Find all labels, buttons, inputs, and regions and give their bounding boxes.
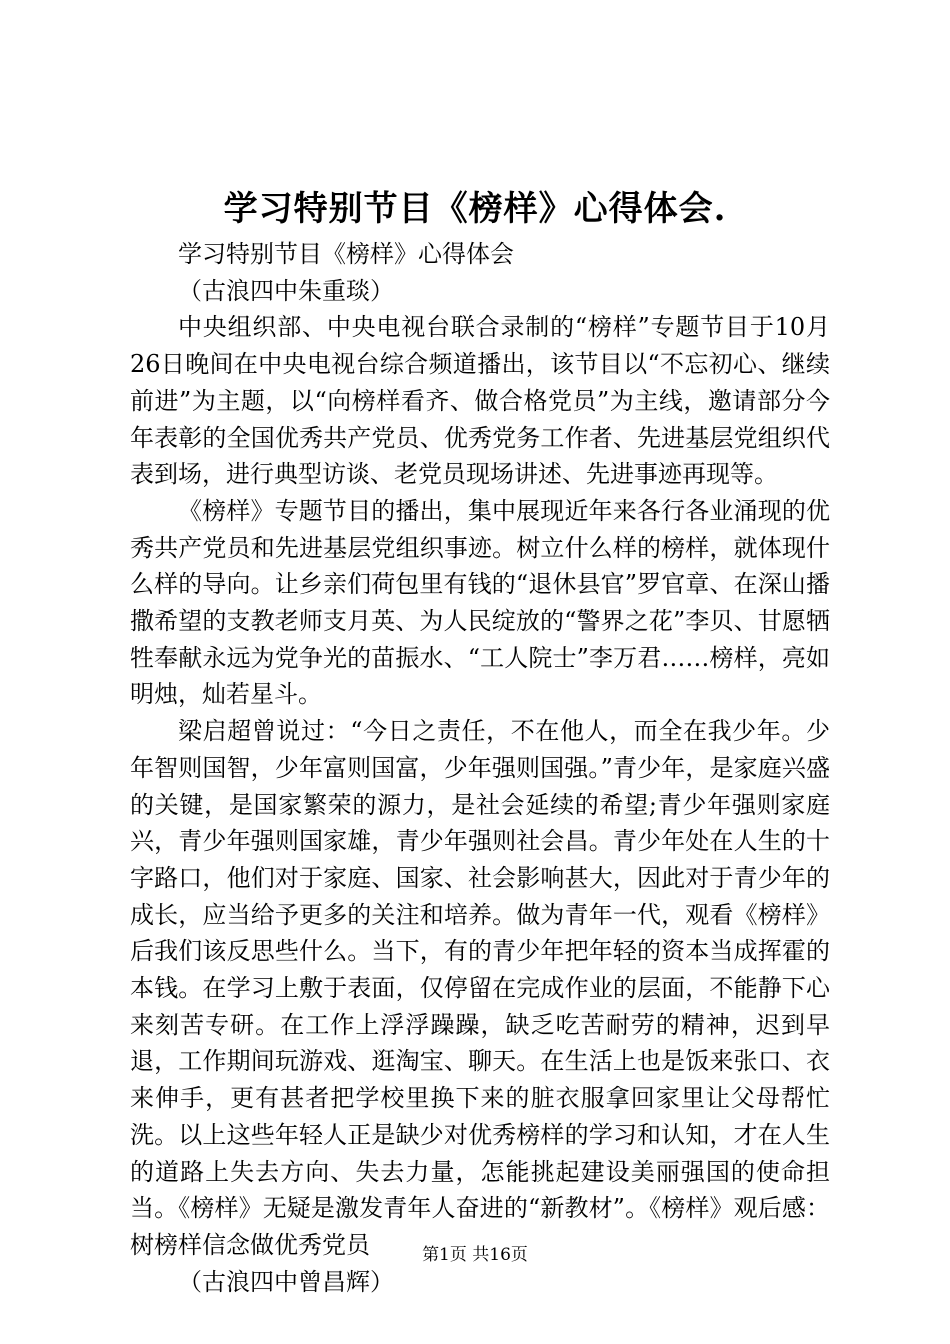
- body-paragraph: 梁启超曾说过：“今日之责任，不在他人，而全在我少年。少年智则国智，少年富则国富，少年强则国强。”青少年，是家庭兴盛的关键，是国家繁荣的源力，是社会延续的希望;青少年强则家庭兴，青少年强则国家雄，青少年强则社会昌。青少年处在人生的十字路口，他们对于家庭、国家、社会影响甚大，因此对于青少年的成长，应当给予更多的关注和培养。做为青年一代，观看《榜样》后我们该反思些什么。当下，有的青少年把年轻的资本当成挥霍的本钱。在学习上敷于表面，仅停留在完成作业的层面，不能静下心来刻苦专研。在工作上浮浮躁躁，缺乏吃苦耐劳的精神，迟到早退，工作期间玩游戏、逛淘宝、聊天。在生活上也是饭来张口、衣来伸手，更有甚者把学校里换下来的脏衣服拿回家里让父母帮忙洗。以上这些年轻人正是缺少对优秀榜样的学习和认知，才在人生的道路上失去方向、失去力量，怎能挑起建设美丽强国的使命担当。《榜样》无疑是激发青年人奋进的“新教材”。《榜样》观后感：树榜样信念做优秀党员: [130, 717, 830, 1259]
- body-paragraph: 中央组织部、中央电视台联合录制的“榜样”专题节目于10月26日晚间在中央电视台综合频道播出，该节目以“不忘初心、继续前进”为主题，以“向榜样看齐、做合格党员”为主线，邀请部分今年表彰的全国优秀共产党员、优秀党务工作者、先进基层党组织代表到场，进行典型访谈、老党员现场讲述、先进事迹再现等。: [130, 313, 830, 489]
- author-line: （古浪四中朱重琰）: [178, 276, 394, 305]
- document-title: 学习特别节目《榜样》心得体会.: [223, 189, 727, 229]
- subtitle-paragraph: 学习特别节目《榜样》心得体会: [178, 240, 514, 268]
- author-line: （古浪四中曾昌辉）: [178, 1267, 394, 1296]
- body-paragraph: 《榜样》专题节目的播出，集中展现近年来各行各业涌现的优秀共产党员和先进基层党组织事迹。树立什么样的榜样，就体现什么样的导向。让乡亲们荷包里有钱的“退休县官”罗官章、在深山播撒希望的支教老师支月英、为人民绽放的“警界之花”李贝、甘愿牺牲奉献永远为党争光的苗振水、“工人院士”李万君……榜样，亮如明烛，灿若星斗。: [130, 496, 830, 709]
- page-footer: 第1页 共16页: [422, 1245, 528, 1265]
- document-body: [130, 236, 830, 1300]
